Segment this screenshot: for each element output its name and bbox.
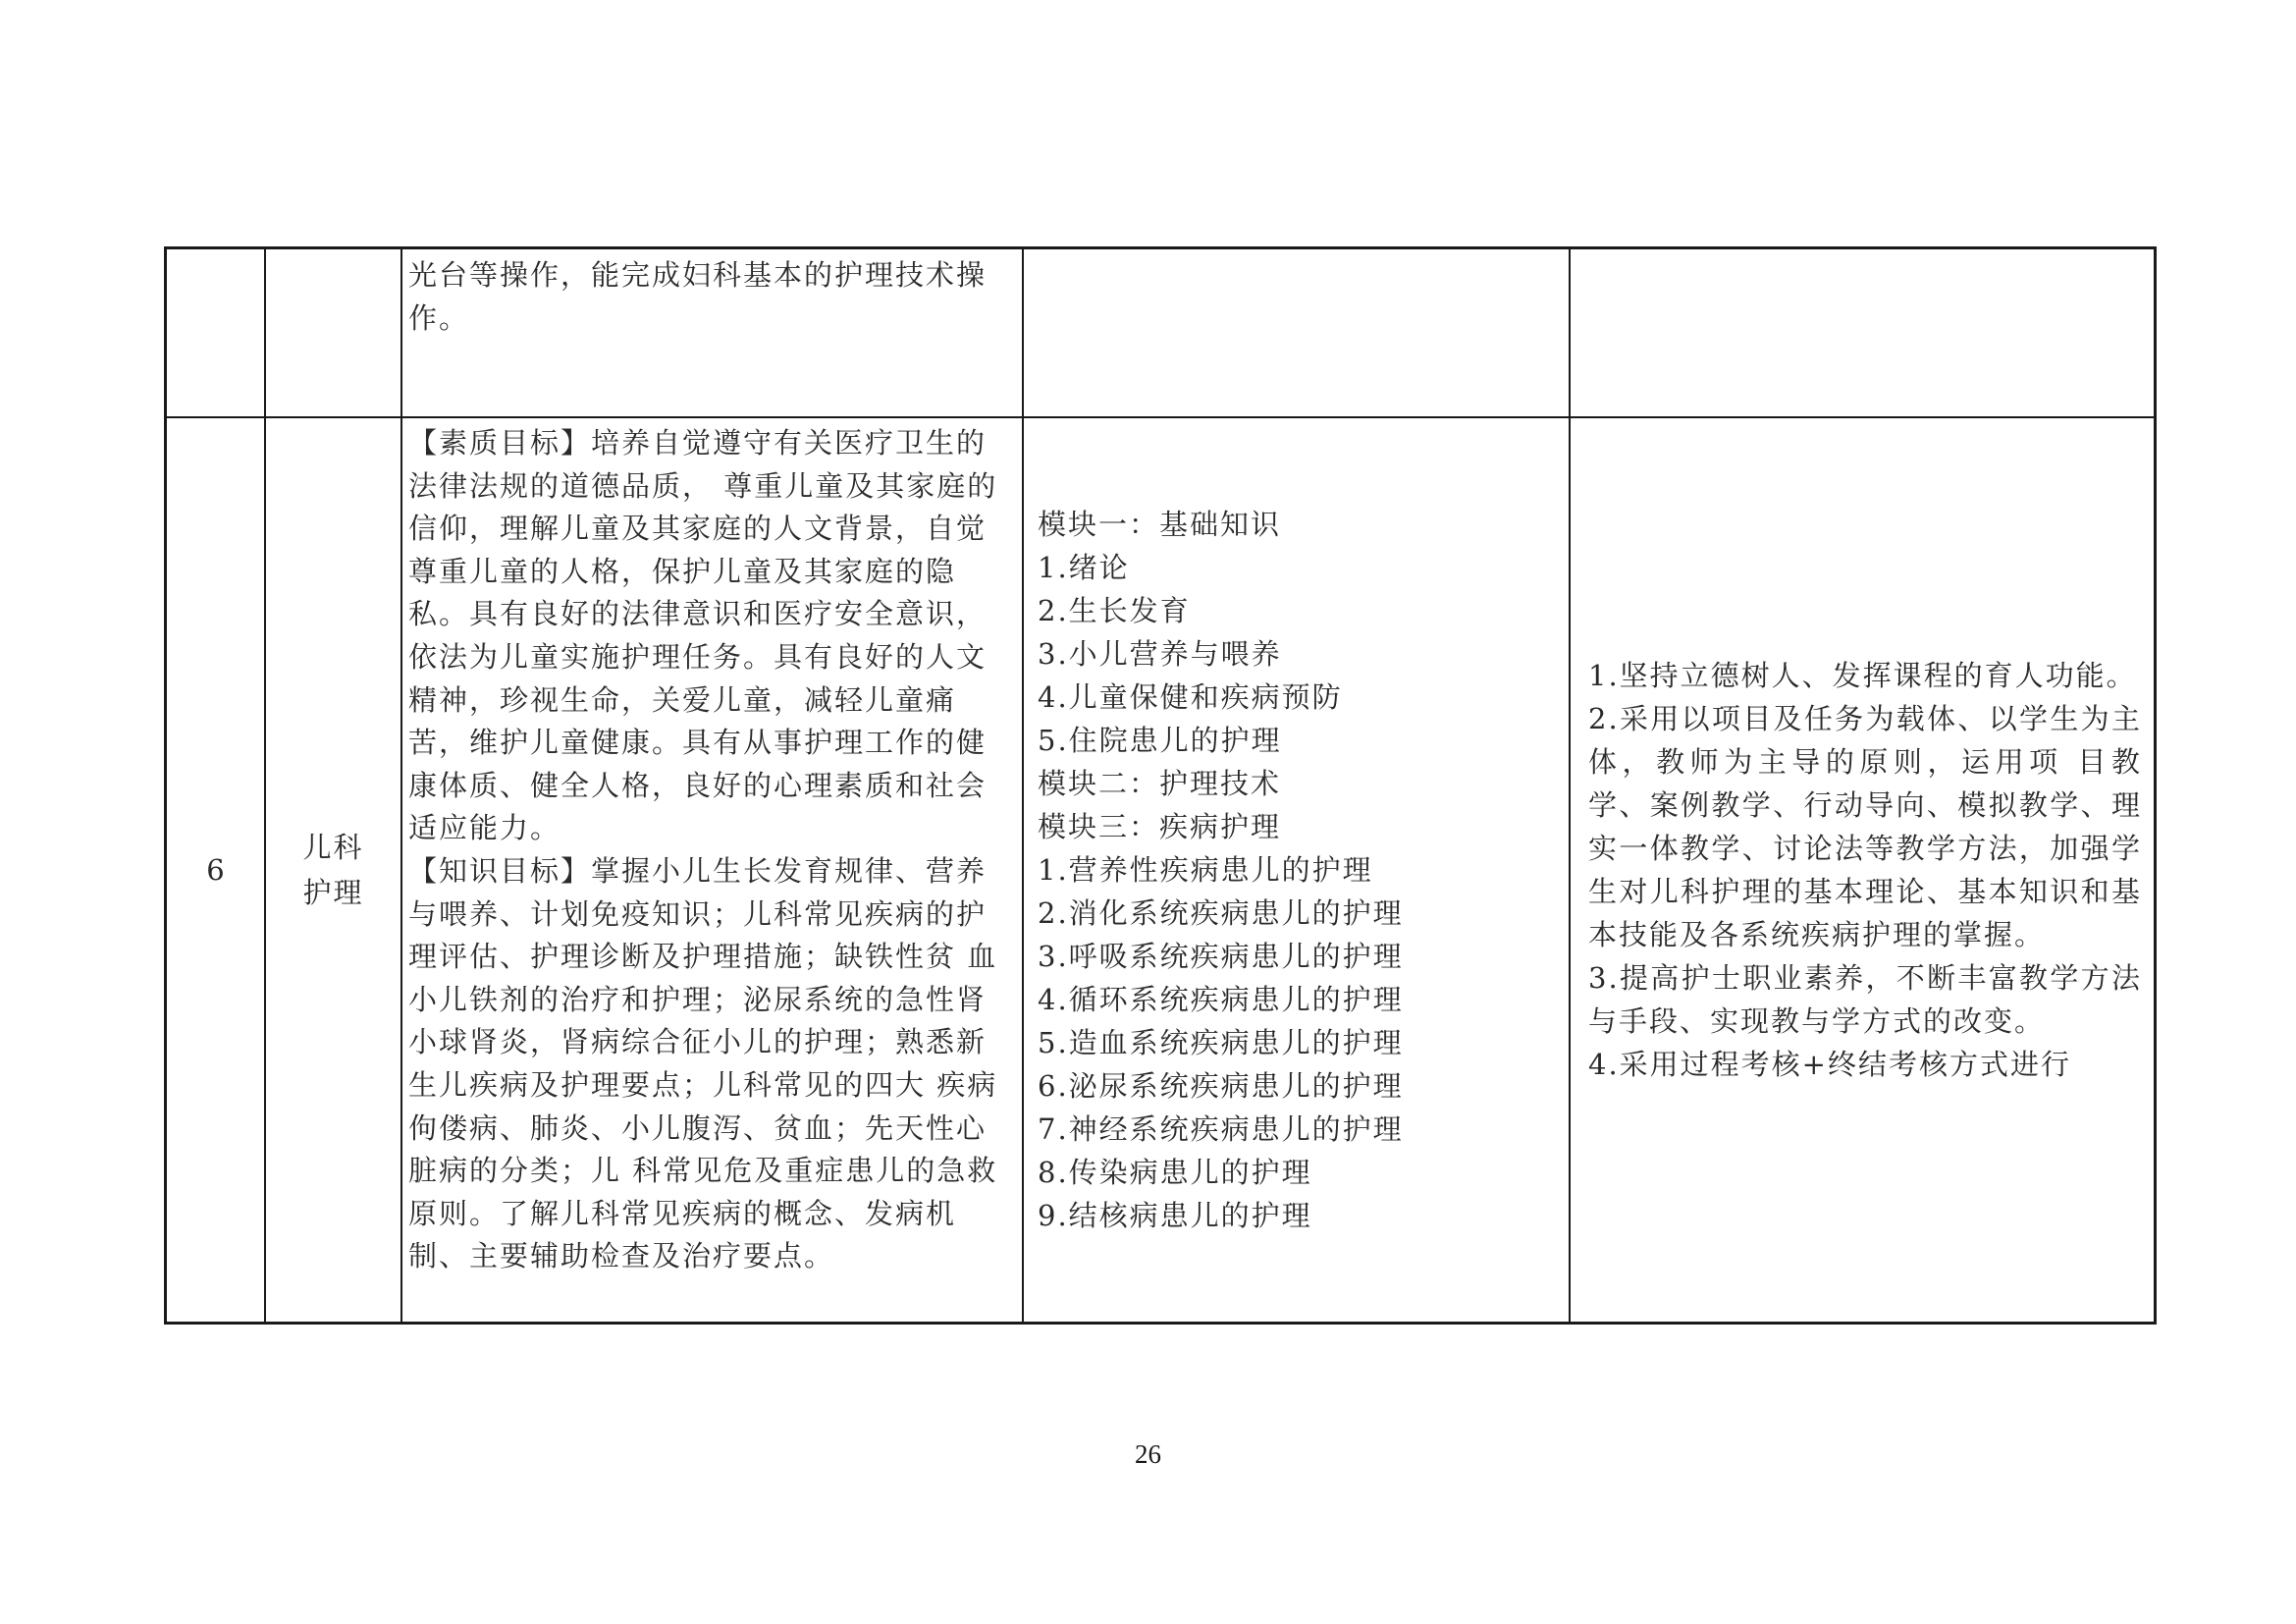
method-item: 1.坚持立德树人、发挥课程的育人功能。 [1588,659,2137,692]
content-item: 8.传染病患儿的护理 [1038,1156,1312,1189]
goals-text: 【素质目标】培养自觉遵守有关医疗卫生的法律法规的道德品质， 尊重儿童及其家庭的信仰，理解儿童及其家庭的人文背景，自觉尊重儿童的人格，保护儿童及其家庭的隐私。具有良好的法律意识和医疗安全意识，依法为儿童实施护理任务。具有良好的人文精神，珍视生命，关爱儿童，减轻儿童痛苦，维护儿童健康。具有从事护理工作的健康体质、健全人格，良好的心理素质和社会 适应能力。 【知识目标】掌握小儿生长发育规律、营养与喂养、计划免疫知识；儿科常见疾病的护理评估、护理诊断及护理措施；缺铁性贫 血小儿铁剂的治疗和护理；泌尿系统的急性肾小球肾炎，肾病综合征小儿的护理；熟悉新生儿疾病及护理要点；儿科常见的四大 疾病佝偻病、肺炎、小儿腹泻、贫血；先天性心脏病的分类；儿 科常见危及重症患儿的急救原则。了解儿科常见疾病的概念、发病机制、主要辅助检查及治疗要点。 [408,426,998,1273]
row-number-cell [166,417,265,1323]
course-name-cell [265,248,401,417]
content-item: 9.结核病患儿的护理 [1038,1199,1312,1232]
course-name-cell [265,417,401,1323]
content-item: 4.儿童保健和疾病预防 [1038,680,1343,714]
content-item: 4.循环系统疾病患儿的护理 [1038,983,1404,1016]
content-cell [1023,248,1570,417]
page-number: 26 [1135,1439,1161,1469]
content-item: 5.住院患儿的护理 [1038,724,1282,757]
method-cell [1570,248,2155,417]
content-cell [1023,417,1570,1323]
content-item: 5.造血系统疾病患儿的护理 [1038,1026,1404,1059]
content-item: 1.营养性疾病患儿的护理 [1038,853,1373,887]
goals-cell [401,248,1023,417]
content-item: 7.神经系统疾病患儿的护理 [1038,1112,1404,1146]
course-table [165,247,2156,1324]
content-item: 2.消化系统疾病患儿的护理 [1038,896,1404,930]
content-item: 1.绪论 [1038,551,1130,584]
method-item: 4.采用过程考核+终结考核方式进行 [1588,1048,2071,1081]
method-cell [1570,417,2155,1323]
content-item: 2.生长发育 [1038,594,1191,627]
row-number: 6 [206,853,225,887]
method-list [1571,654,2154,1086]
table-row [166,248,2155,417]
goals-cell [401,417,1023,1323]
content-item: 3.小儿营养与喂养 [1038,637,1282,671]
content-list [1024,503,1569,1237]
content-item: 模块三：疾病护理 [1038,810,1282,843]
content-item: 模块一：基础知识 [1038,508,1282,541]
content-item: 3.呼吸系统疾病患儿的护理 [1038,940,1404,973]
goals-text: 光台等操作，能完成妇科基本的护理技术操作。 [408,258,988,335]
method-item: 2.采用以项目及任务为载体、以学生为主体，教师为主导的原则，运用项 目教学、案例教学、行动导向、模拟教学、理实一体教学、讨论法等教学方法，加强学生对儿科护理的基本理论、基本知识和基本技能及各系统疾病护理的掌握。 [1588,702,2142,951]
method-item: 3.提高护士职业素养，不断丰富教学方法与手段、实现教与学方式的改变。 [1588,961,2142,1038]
row-number-cell [166,248,265,417]
table-row [166,417,2155,1323]
content-item: 模块二：护理技术 [1038,767,1282,800]
course-name: 儿科护理 [302,831,364,909]
content-item: 6.泌尿系统疾病患儿的护理 [1038,1069,1404,1103]
